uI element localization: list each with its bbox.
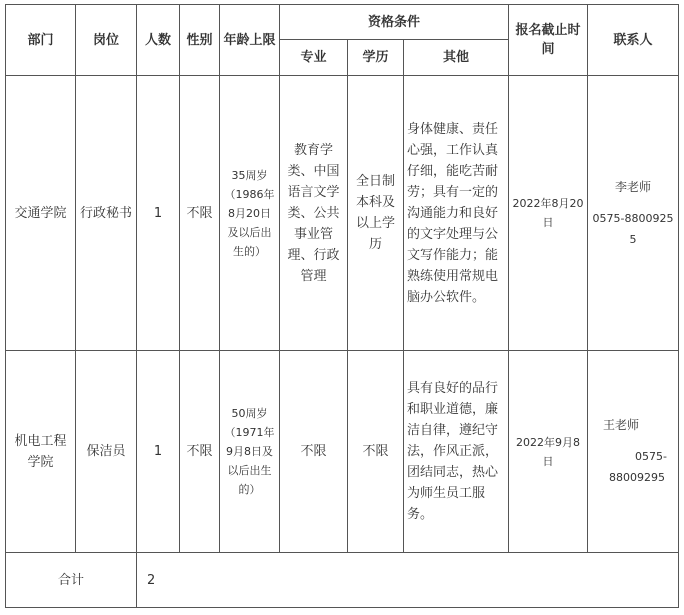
headcount-cell: 1 [137,76,180,351]
other-requirements-cell: 具有良好的品行和职业道德，廉洁自律，遵纪守法，作风正派，团结同志，热心为师生员工服务。 [404,351,509,553]
contact-phone-number: 88009295 [609,471,665,484]
total-row [6,553,679,608]
contact-cell [588,76,679,351]
header-qualifications: 资格条件 [280,5,509,40]
contact-name: 李老师 [614,179,651,194]
department-cell: 交通学院 [6,76,76,351]
table-row [6,76,679,351]
header-other: 其他 [404,40,509,76]
total-value: 2 [137,553,679,608]
contact-phone: 0575-88009255 [592,211,674,246]
major-cell: 不限 [280,351,348,553]
major-cell: 教育学类、中国语言文学类、公共事业管理、行政管理 [280,76,348,351]
header-gender: 性别 [180,5,220,76]
header-position: 岗位 [76,5,137,76]
header-headcount: 人数 [137,5,180,76]
header-deadline: 报名截止时间 [509,5,588,76]
headcount-cell: 1 [137,351,180,553]
header-row-1 [6,5,679,40]
header-department: 部门 [6,5,76,76]
education-cell: 全日制本科及以上学历 [348,76,404,351]
other-requirements-cell: 身体健康、责任心强，工作认真仔细，能吃苦耐劳；具有一定的沟通能力和良好的文字处理与公文写作能力；能熟练使用常规电脑办公软件。 [404,76,509,351]
header-contact: 联系人 [588,5,679,76]
deadline-cell: 2022年9月8日 [509,351,588,553]
age-limit-cell: 50周岁（1971年9月8日及以后出生的） [220,351,280,553]
recruitment-table [5,4,679,608]
education-cell: 不限 [348,351,404,553]
deadline-cell: 2022年8月20日 [509,76,588,351]
table-row [6,351,679,553]
total-label: 合计 [6,553,137,608]
department-cell: 机电工程学院 [6,351,76,553]
header-education: 学历 [348,40,404,76]
gender-cell: 不限 [180,76,220,351]
gender-cell: 不限 [180,351,220,553]
contact-name: 王老师 [603,418,640,432]
header-age-limit: 年龄上限 [220,5,280,76]
position-cell: 行政秘书 [76,76,137,351]
contact-phone-prefix: 0575- [635,450,667,463]
contact-cell [588,351,679,553]
age-limit-cell: 35周岁（1986年8月20日及以后出生的） [220,76,280,351]
header-major: 专业 [280,40,348,76]
position-cell: 保洁员 [76,351,137,553]
